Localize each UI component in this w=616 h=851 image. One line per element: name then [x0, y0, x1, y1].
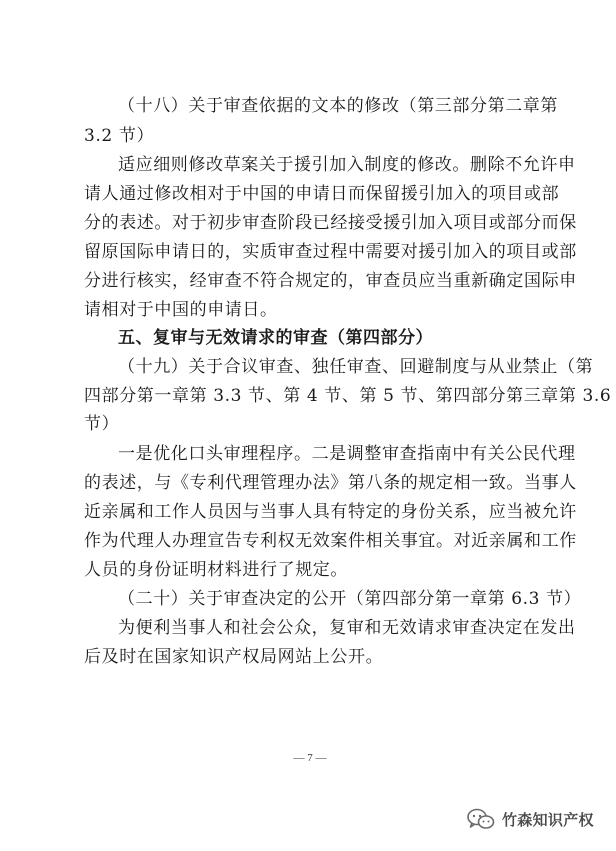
- paragraph-line: 后及时在国家知识产权局网站上公开。: [84, 647, 384, 667]
- section-18-heading-line-1: （十八）关于审查依据的文本的修改（第三部分第二章第: [118, 96, 558, 116]
- paragraph-line: 近亲属和工作人员因与当事人具有特定的身份关系，应当被允许: [84, 502, 577, 522]
- watermark: [466, 806, 594, 832]
- paragraph-line: 人员的身份证明材料进行了规定。: [84, 560, 348, 580]
- paragraph-line: 为便利当事人和社会公众，复审和无效请求审查决定在发出: [118, 618, 576, 638]
- section-5-heading: 五、复审与无效请求的审查（第四部分）: [118, 328, 433, 348]
- section-19-heading-line-2: 四部分第一章第 3.3 节、第 4 节、第 5 节、第四部分第三章第 3.6: [84, 386, 612, 406]
- watermark-text: 竹森知识产权: [502, 810, 594, 829]
- section-19-heading-line-1: （十九）关于合议审查、独任审查、回避制度与从业禁止（第: [118, 357, 594, 377]
- paragraph-line: 的表述，与《专利代理管理办法》第八条的规定相一致。当事人: [84, 473, 577, 493]
- section-19-heading-line-3: 节）: [84, 414, 120, 434]
- paragraph-line: 请相对于中国的申请日。: [84, 300, 278, 320]
- paragraph-line: 作为代理人办理宣告专利权无效案件相关事宜。对近亲属和工作: [84, 531, 577, 551]
- paragraph-line: 留原国际申请日的，实质审查过程中需要对援引加入的项目或部: [84, 242, 577, 262]
- paragraph-line: 适应细则修改草案关于援引加入制度的修改。删除不允许申: [118, 155, 576, 175]
- paragraph-line: 一是优化口头审理程序。二是调整审查指南中有关公民代理: [118, 444, 576, 464]
- section-18-heading-line-2: 3.2 节）: [84, 126, 155, 146]
- wechat-icon: [466, 807, 496, 831]
- paragraph-line: 分的表述。对于初步审查阶段已经接受援引加入项目或部分而保: [84, 213, 577, 233]
- section-20-heading: （二十）关于审查决定的公开（第四部分第一章第 6.3 节）: [118, 589, 582, 609]
- paragraph-line: 分进行核实，经审查不符合规定的，审查员应当重新确定国际申: [84, 271, 577, 291]
- paragraph-line: 请人通过修改相对于中国的申请日而保留援引加入的项目或部: [84, 184, 560, 204]
- page-number: — 7 —: [293, 752, 327, 764]
